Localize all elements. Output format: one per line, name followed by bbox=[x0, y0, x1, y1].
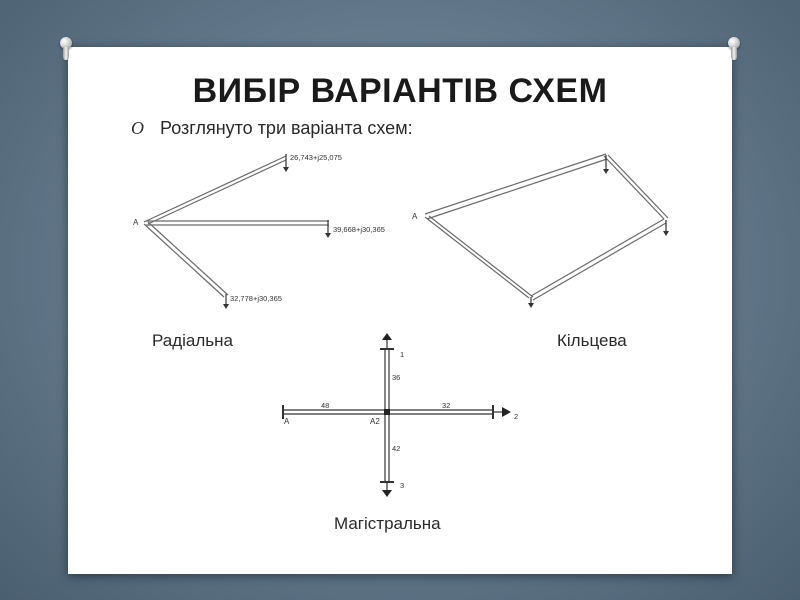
ring-line-1-2-outer bbox=[604, 156, 664, 219]
radial-line-1-lower bbox=[148, 160, 286, 224]
mainline-node-2-arrow bbox=[502, 407, 511, 417]
mainline-junction-node bbox=[384, 409, 390, 415]
slide-title: ВИБІР ВАРІАНТІВ СХЕМ bbox=[192, 72, 608, 110]
mainline-length-a2-3: 42 bbox=[392, 444, 401, 453]
mainline-diagram-svg bbox=[268, 325, 531, 505]
ring-caption: Кільцева bbox=[557, 331, 627, 350]
radial-load-2-arrow bbox=[325, 233, 331, 238]
radial-caption: Радіальна bbox=[152, 331, 233, 350]
ring-node-a: A bbox=[412, 212, 418, 221]
ring-line-2-3-outer bbox=[531, 219, 664, 296]
ring-line-a-1-inner bbox=[427, 159, 607, 219]
mainline-length-a2-2: 32 bbox=[442, 401, 451, 410]
ring-diagram-svg bbox=[400, 143, 681, 326]
mainline-node-3-label: 3 bbox=[400, 481, 405, 490]
mainline-node-a2: A2 bbox=[370, 417, 380, 426]
ring-line-1-2-inner bbox=[608, 155, 668, 218]
ring-diagram bbox=[400, 143, 681, 326]
mainline-node-a: A bbox=[284, 417, 290, 426]
mainline-length-a-a2: 48 bbox=[321, 401, 330, 410]
pushpin-right-icon bbox=[726, 37, 742, 61]
radial-load-1-arrow bbox=[283, 167, 289, 172]
mainline-diagram bbox=[268, 325, 531, 505]
radial-line-3-left bbox=[144, 224, 224, 297]
ring-load-2-arrow bbox=[663, 231, 669, 236]
radial-line-1-upper bbox=[144, 156, 286, 222]
radial-load-1-label: 26,743+j25,075 bbox=[290, 153, 342, 162]
mainline-length-a2-1: 36 bbox=[392, 373, 401, 382]
pushpin-left-icon bbox=[58, 37, 74, 61]
mainline-node-2-label: 2 bbox=[514, 412, 519, 421]
ring-line-2-3-inner bbox=[533, 223, 666, 300]
mainline-node-3-arrow bbox=[382, 490, 392, 497]
mainline-node-1-label: 1 bbox=[400, 350, 405, 359]
mainline-node-1-arrow bbox=[382, 333, 392, 340]
radial-load-3-arrow bbox=[223, 304, 229, 309]
radial-diagram bbox=[124, 143, 400, 326]
radial-load-2-label: 39,668+j30,365 bbox=[333, 225, 385, 234]
radial-load-3-label: 32,778+j30,365 bbox=[230, 294, 282, 303]
ring-load-3-arrow bbox=[528, 303, 534, 308]
ring-line-a-3-outer bbox=[425, 217, 529, 298]
ring-line-a-1-outer bbox=[425, 154, 606, 214]
radial-line-3-right bbox=[148, 222, 228, 295]
ring-line-a-3-inner bbox=[429, 216, 533, 297]
radial-node-a: A bbox=[133, 218, 139, 227]
bullet-icon: O bbox=[131, 118, 144, 138]
ring-load-1-arrow bbox=[603, 169, 609, 174]
radial-diagram-svg bbox=[124, 143, 400, 326]
mainline-caption: Магістральна bbox=[334, 514, 441, 533]
slide-subtitle: Розглянуто три варіанта схем: bbox=[160, 118, 413, 138]
